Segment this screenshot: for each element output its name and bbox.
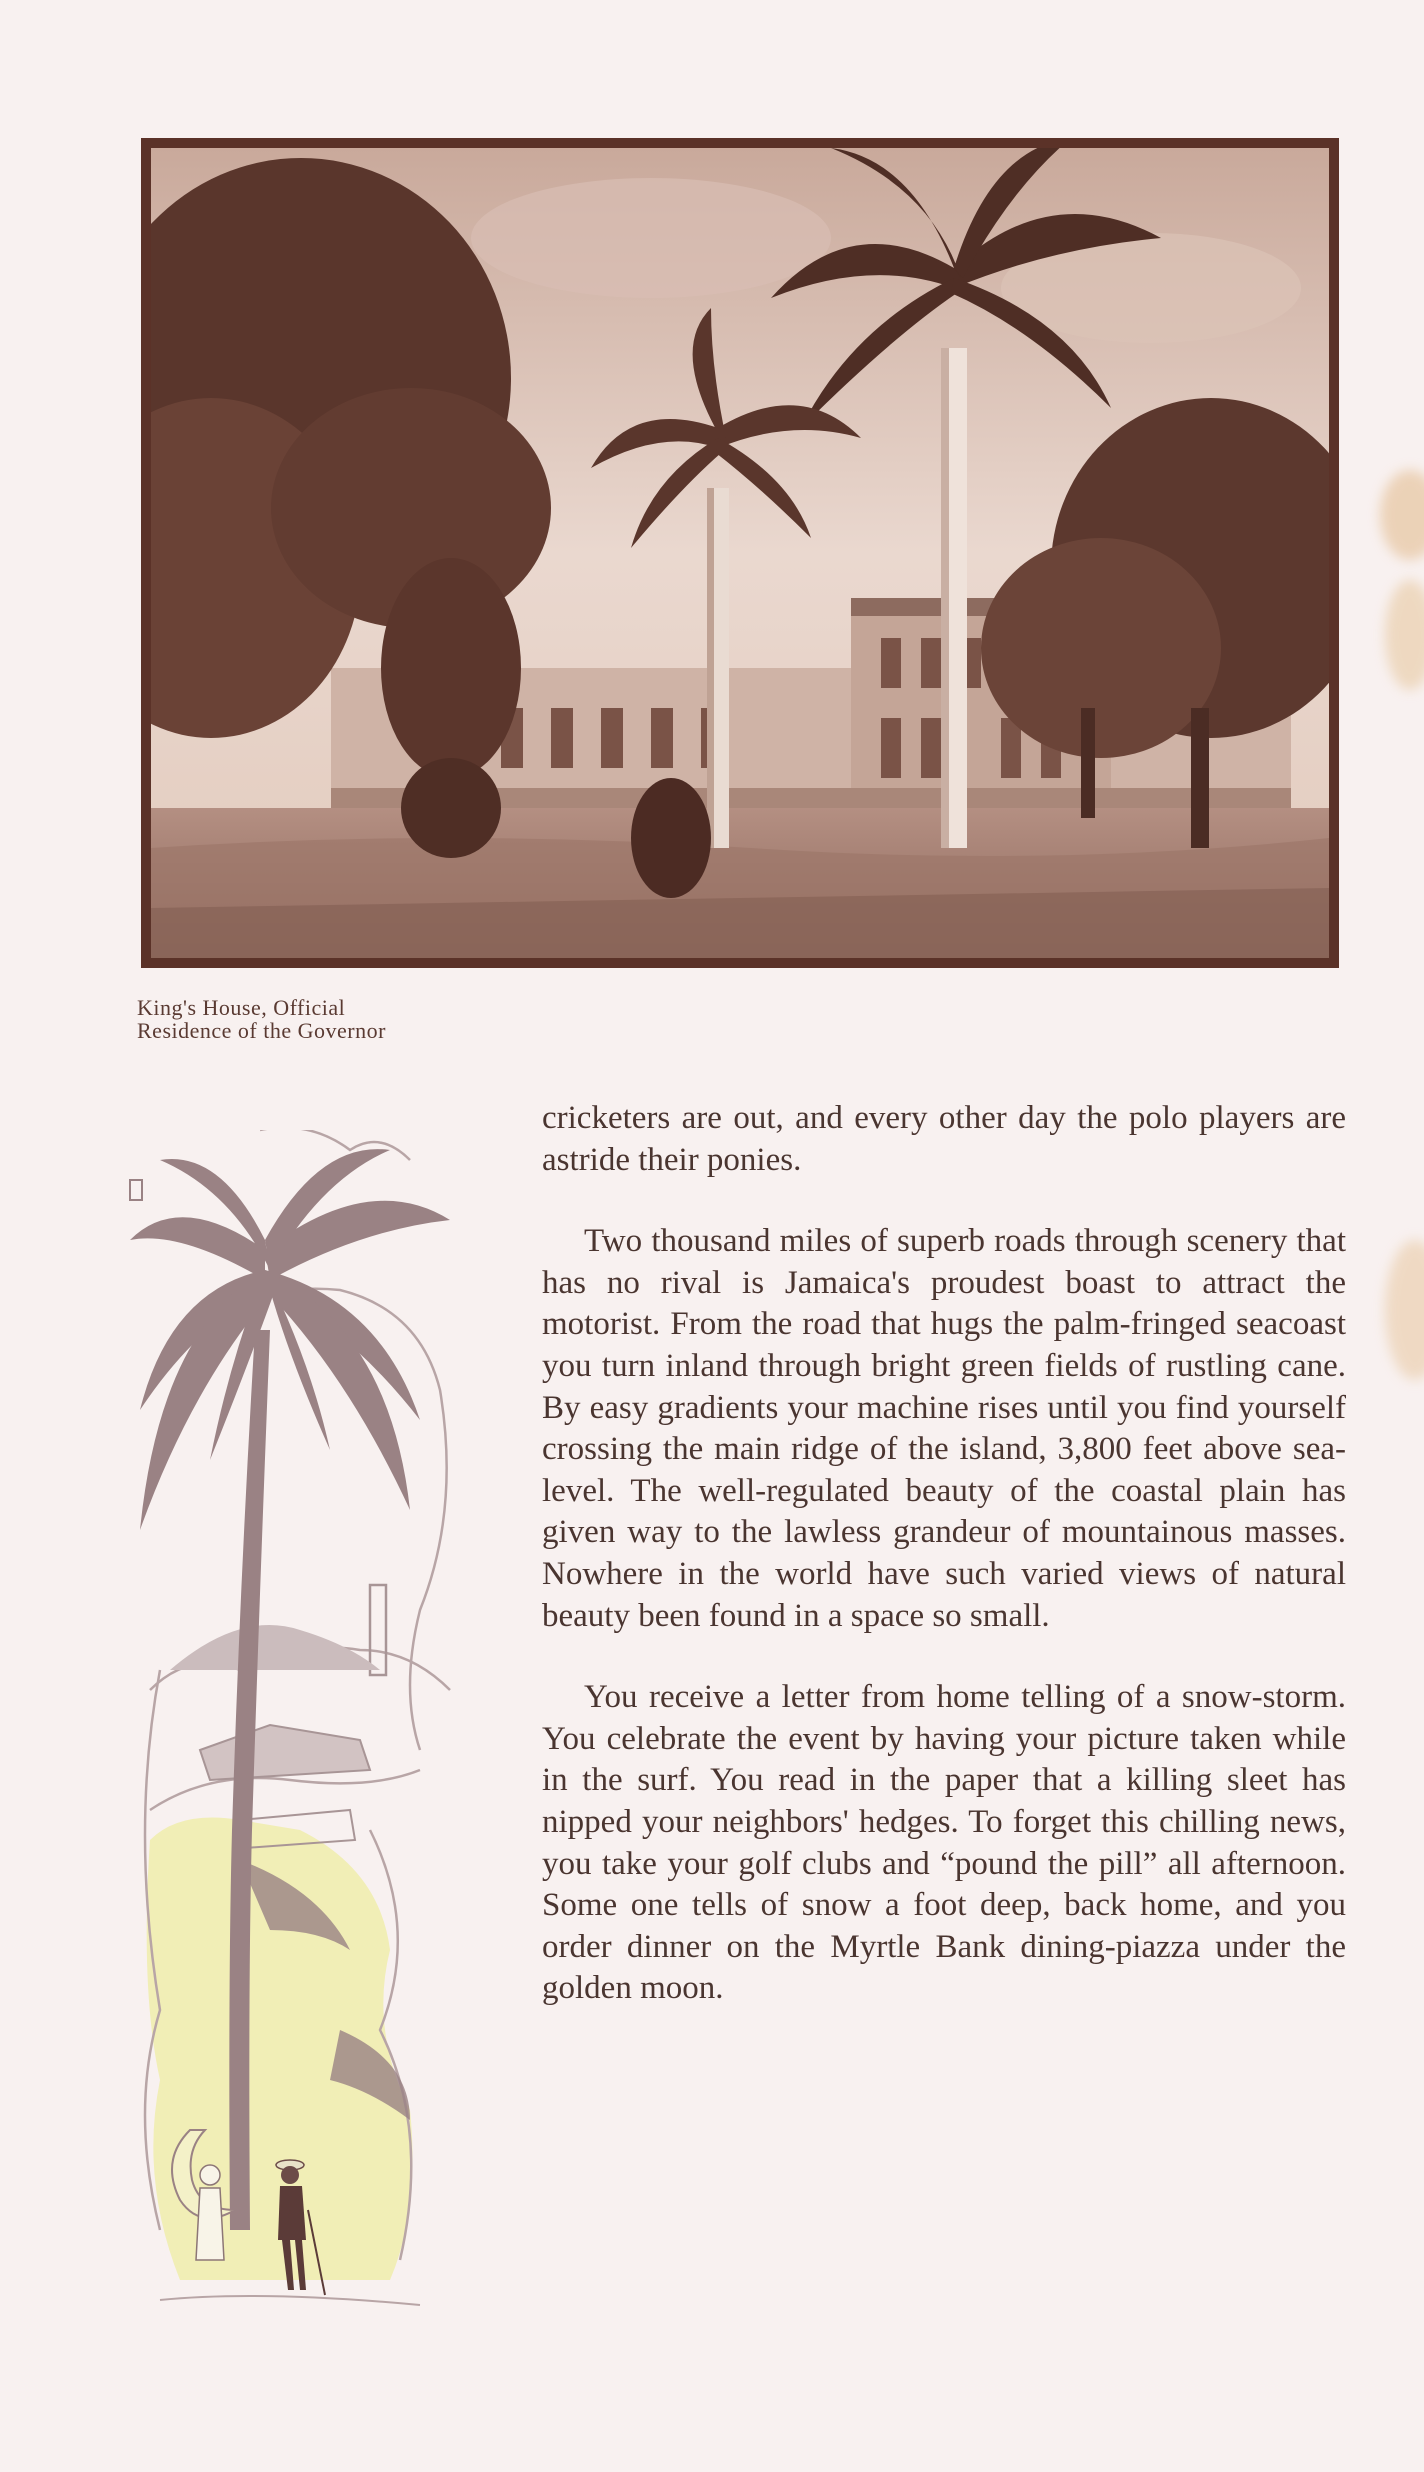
paper-stain bbox=[1380, 470, 1424, 560]
photo-caption bbox=[137, 996, 557, 1042]
caption-line-2: Residence of the Governor bbox=[137, 1018, 386, 1043]
kings-house-photograph bbox=[141, 138, 1339, 968]
paper-stain bbox=[1385, 1240, 1424, 1380]
paragraph-3: You receive a letter from home telling of a snow-storm. You celebrate the event by having your picture taken while in the surf. You read in the paper that a killing sleet has nipped your neighbors' hedges. To forget this chilling news, you take your golf clubs and “pound the pill” all afternoon. Some one tells of snow a foot deep, back home, and you order dinner on the Myrtle Bank dining-piazza under the golden moon. bbox=[542, 1679, 1346, 2007]
palm-and-golfers-illustration bbox=[120, 1130, 480, 2320]
photo-image bbox=[151, 148, 1329, 958]
paragraph-1: cricketers are out, and every other day the polo players are astride their ponies. bbox=[542, 1100, 1346, 1178]
caption-line-1: King's House, Official bbox=[137, 995, 346, 1020]
paper-stain bbox=[1385, 580, 1424, 690]
body-text bbox=[542, 1098, 1346, 2010]
paragraph-2: Two thousand miles of superb roads through scenery that has no rival is Jamaica's proudest boast to attract the motorist. From the road that hugs the palm-fringed seacoast you turn inland through bright green fields of rustling cane. By easy gradients your machine rises until you find yourself crossing the main ridge of the island, 3,800 feet above sea-level. The well-regulated beauty of the coastal plain has given way to the lawless grandeur of mountainous masses. Nowhere in the world have such varied views of natural beauty been found in a space so small. bbox=[542, 1223, 1346, 1634]
